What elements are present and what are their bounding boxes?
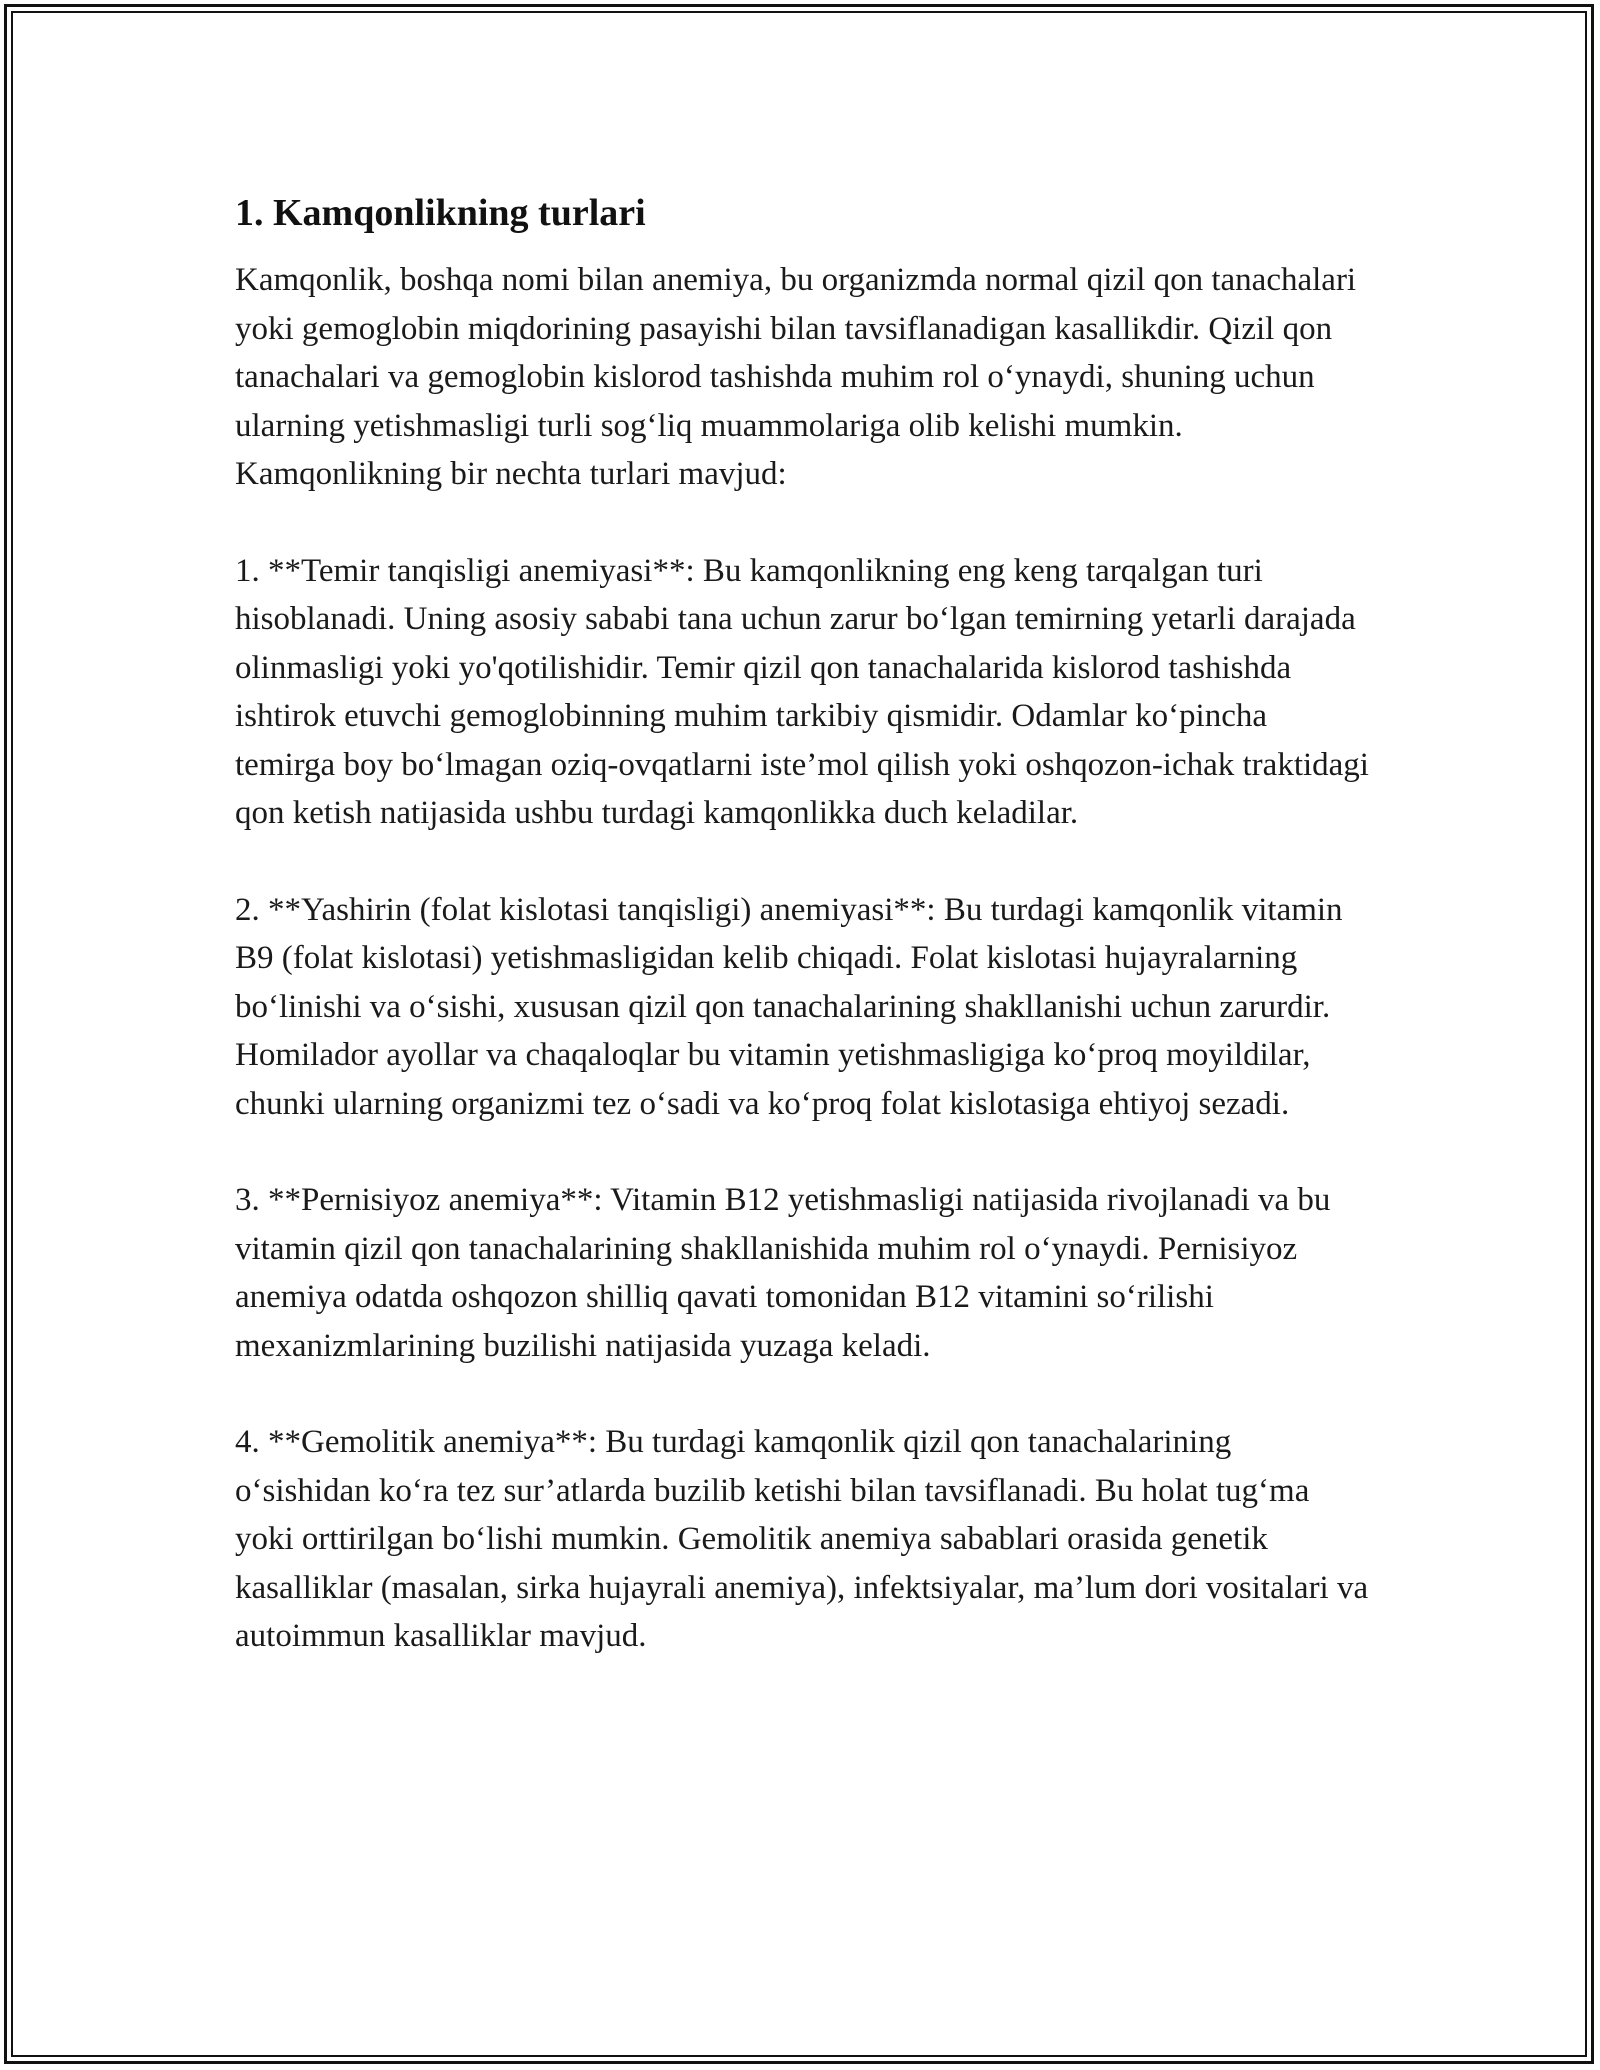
document-body	[235, 188, 1375, 1661]
paragraph-hemolytic-anemia: 4. **Gemolitik anemiya**: Bu turdagi kamqonlik qizil qon tanachalarining o‘sishidan ko‘ra tez sur’atlarda buzilib ketishi bilan tavsiflanadi. Bu holat tug‘ma yoki orttirilgan bo‘lishi mumkin. Gemolitik anemiya sabablari orasida genetik kasalliklar (masalan, sirka hujayrali anemiya), infektsiyalar, ma’lum dori vositalari va autoimmun kasalliklar mavjud.	[235, 1424, 1369, 1654]
section-heading: 1. Kamqonlikning turlari	[235, 192, 646, 234]
paragraph-iron-deficiency-anemia: 1. **Temir tanqisligi anemiyasi**: Bu kamqonlikning eng keng tarqalgan turi hisoblanadi. Uning asosiy sababi tana uchun zarur bo‘lgan temirning yetarli darajada olinmasligi yoki yo'qotilishidir. Temir qizil qon tanachalarida kislorod tashishda ishtirok etuvchi gemoglobinning muhim tarkibiy qismidir. Odamlar ko‘pincha temirga boy bo‘lmagan oziq-ovqatlarni iste’mol qilish yoki oshqozon-ichak traktidagi qon ketish natijasida ushbu turdagi kamqonlikka duch keladilar.	[235, 552, 1369, 831]
intro-paragraph: Kamqonlik, boshqa nomi bilan anemiya, bu organizmda normal qizil qon tanachalari yoki gemoglobin miqdorining pasayishi bilan tavsiflanadigan kasallikdir. Qizil qon tanachalari va gemoglobin kislorod tashishda muhim rol o‘ynaydi, shuning uchun ularning yetishmasligi turli sog‘liq muammolariga olib kelishi mumkin. Kamqonlikning bir nechta turlari mavjud:	[235, 262, 1357, 492]
paragraph-pernicious-anemia: 3. **Pernisiyoz anemiya**: Vitamin B12 yetishmasligi natijasida rivojlanadi va bu vitamin qizil qon tanachalarining shakllanishida muhim rol o‘ynaydi. Pernisiyoz anemiya odatda oshqozon shilliq qavati tomonidan B12 vitamini so‘rilishi mexanizmlarining buzilishi natijasida yuzaga keladi.	[235, 1182, 1331, 1364]
paragraph-folate-deficiency-anemia: 2. **Yashirin (folat kislotasi tanqisligi) anemiyasi**: Bu turdagi kamqonlik vitamin B9 (folat kislotasi) yetishmasligidan kelib chiqadi. Folat kislotasi hujayralarning bo‘linishi va o‘sishi, xususan qizil qon tanachalarining shakllanishi uchun zarurdir. Homilador ayollar va chaqaloqlar bu vitamin yetishmasligiga ko‘proq moyildilar, chunki ularning organizmi tez o‘sadi va ko‘proq folat kislotasiga ehtiyoj sezadi.	[235, 891, 1343, 1122]
